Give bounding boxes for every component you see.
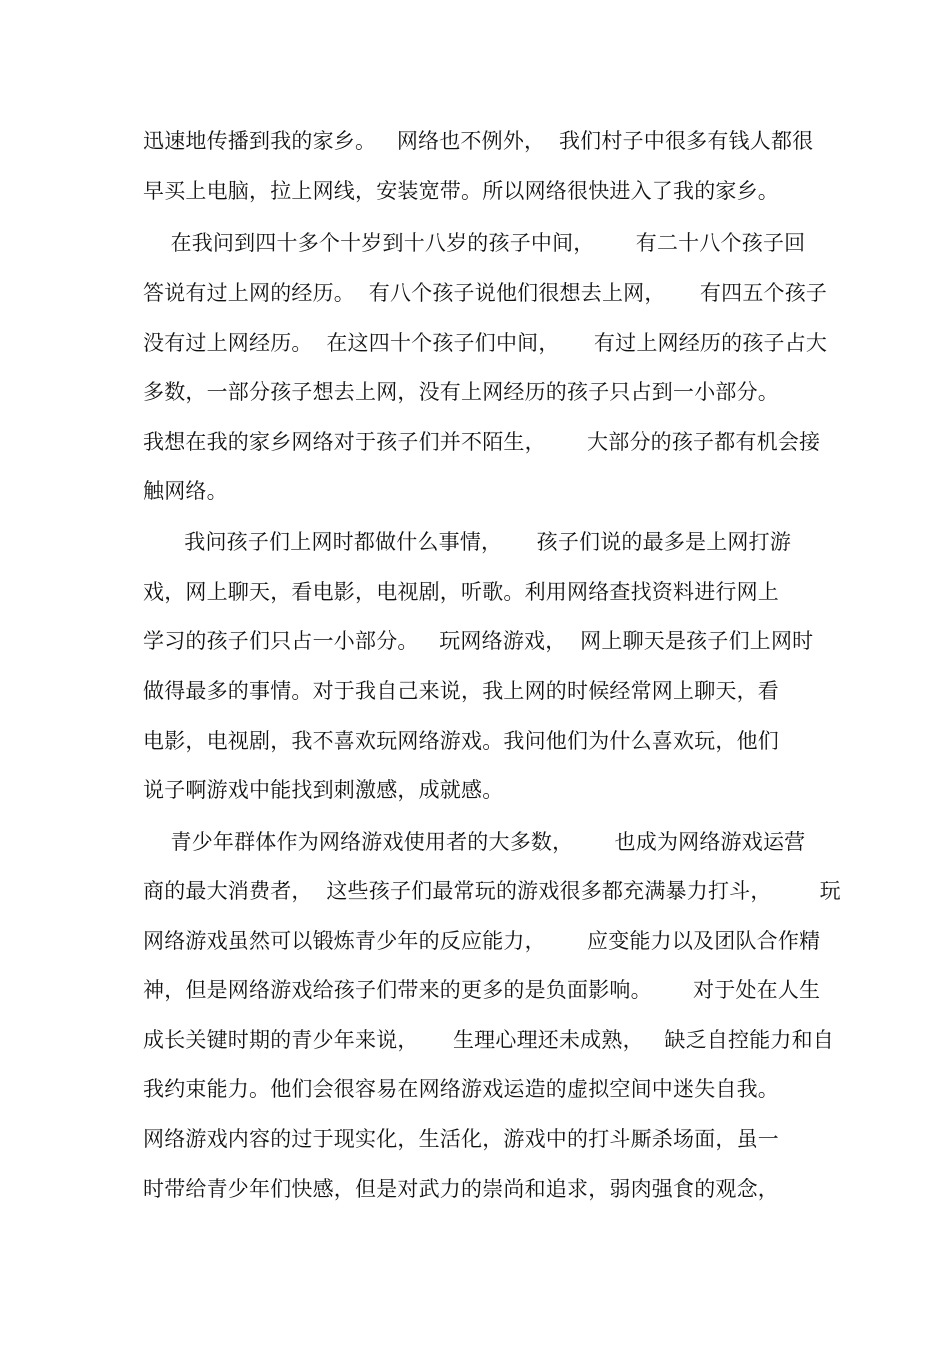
text-line: 成长关键时期的青少年来说， 生理心理还未成熟， 缺乏自控能力和自: [143, 1028, 834, 1052]
text-line: 青少年群体作为网络游戏使用者的大多数， 也成为网络游戏运营: [143, 830, 806, 854]
text-line: 多数，一部分孩子想去上网，没有上网经历的孩子只占到一小部分。: [143, 380, 779, 404]
text-line: 戏，网上聊天，看电影，电视剧，听歌。利用网络查找资料进行网上: [143, 580, 779, 604]
text-line: 触网络。: [143, 479, 228, 503]
text-line: 网络游戏内容的过于现实化，生活化，游戏中的打斗厮杀场面，虽一: [143, 1127, 779, 1151]
text-line: 时带给青少年们快感，但是对武力的崇尚和追求，弱肉强食的观念，: [143, 1177, 779, 1201]
text-line: 在我问到四十多个十岁到十八岁的孩子中间， 有二十八个孩子回: [143, 231, 806, 255]
text-line: 网络游戏虽然可以锻炼青少年的反应能力， 应变能力以及团队合作精: [143, 929, 821, 953]
text-line: 商的最大消费者， 这些孩子们最常玩的游戏很多都充满暴力打斗， 玩: [143, 879, 841, 903]
text-line: 答说有过上网的经历。 有八个孩子说他们很想去上网， 有四五个孩子: [143, 281, 828, 305]
text-line: 我想在我的家乡网络对于孩子们并不陌生， 大部分的孩子都有机会接: [143, 430, 821, 454]
text-line: 说子啊游戏中能找到刺激感，成就感。: [143, 778, 504, 802]
text-line: 神，但是网络游戏给孩子们带来的更多的是负面影响。 对于处在人生: [143, 978, 821, 1002]
text-line: 做得最多的事情。对于我自己来说，我上网的时候经常网上聊天，看: [143, 679, 779, 703]
text-line: 没有过上网经历。 在这四十个孩子们中间， 有过上网经历的孩子占大: [143, 331, 828, 355]
text-line: 早买上电脑，拉上网线，安装宽带。所以网络很快进入了我的家乡。: [143, 179, 779, 203]
text-line: 迅速地传播到我的家乡。 网络也不例外， 我们村子中很多有钱人都很: [143, 129, 814, 153]
text-line: 我约束能力。他们会很容易在网络游戏运造的虚拟空间中迷失自我。: [143, 1077, 779, 1101]
text-line: 学习的孩子们只占一小部分。 玩网络游戏， 网上聊天是孩子们上网时: [143, 629, 814, 653]
text-line: 我问孩子们上网时都做什么事情， 孩子们说的最多是上网打游: [143, 530, 792, 554]
text-line: 电影，电视剧，我不喜欢玩网络游戏。我问他们为什么喜欢玩，他们: [143, 729, 779, 753]
